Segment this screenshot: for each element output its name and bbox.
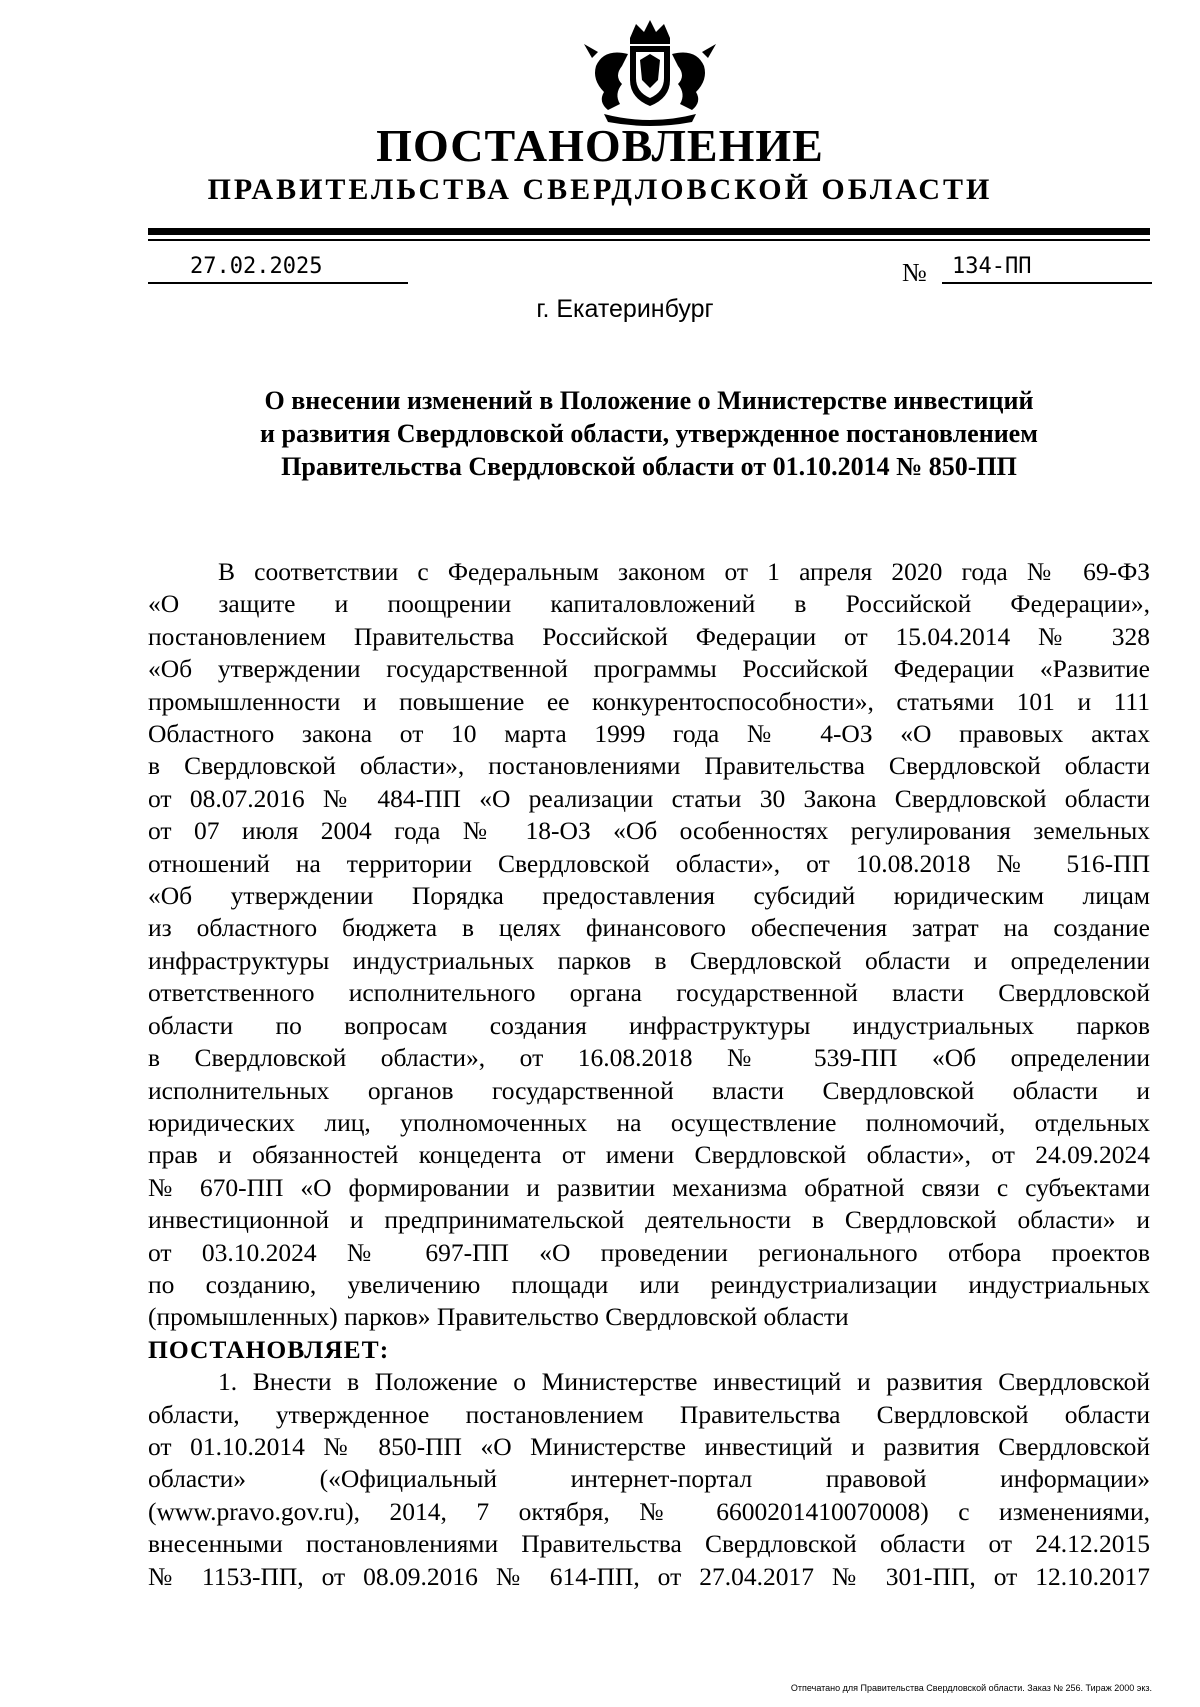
- text-line: исполнительных органов государственной власти Свердловской области и: [148, 1075, 1150, 1105]
- number-sign: №: [902, 258, 927, 287]
- resolve-word: ПОСТАНОВЛЯЕТ:: [148, 1334, 390, 1364]
- text-line: (www.pravo.gov.ru), 2014, 7 октября, № 6600201410070008) с изменениями,: [148, 1496, 1150, 1526]
- text-line: постановлением Правительства Российской Федерации от 15.04.2014 № 328: [148, 621, 1150, 651]
- document-title: [148, 384, 1150, 483]
- text-line: «Об утверждении государственной программы Российской Федерации «Развитие: [148, 654, 1150, 684]
- document-city: г. Екатеринбург: [536, 295, 714, 323]
- text-line: «О защите и поощрении капиталовложений в Российской Федерации»,: [148, 589, 1150, 619]
- text-line: 1. Внести в Положение о Министерстве инвестиций и развития Свердловской: [218, 1367, 1150, 1397]
- header-divider-thick: [148, 228, 1150, 235]
- title-line: О внесении изменений в Положение о Министерстве инвестиций: [264, 386, 1034, 415]
- document-type-heading: ПОСТАНОВЛЕНИЕ: [376, 120, 824, 171]
- text-line: в Свердловской области», от 16.08.2018 № 539-ПП «Об определении: [148, 1043, 1150, 1073]
- text-line: прав и обязанностей концедента от имени Свердловской области», от 24.09.2024: [148, 1140, 1150, 1170]
- title-line: Правительства Свердловской области от 01.10.2014 № 850-ПП: [281, 452, 1017, 481]
- text-line: от 01.10.2014 № 850-ПП «О Министерстве инвестиций и развития Свердловской: [148, 1431, 1150, 1461]
- text-line: В соответствии с Федеральным законом от 1 апреля 2020 года № 69-ФЗ: [218, 557, 1150, 586]
- text-line: области по вопросам создания инфраструктуры индустриальных парков: [148, 1010, 1150, 1040]
- text-line: по созданию, увеличению площади или реиндустриализации индустриальных: [148, 1269, 1150, 1299]
- text-line: № 1153-ПП, от 08.09.2016 № 614-ПП, от 27.04.2017 № 301-ПП, от 12.10.2017: [148, 1561, 1150, 1591]
- text-line: № 670-ПП «О формировании и развитии механизма обратной связи с субъектами: [148, 1172, 1150, 1202]
- text-line: от 03.10.2024 № 697-ПП «О проведении регионального отбора проектов: [148, 1237, 1150, 1267]
- document-number: 134-ПП: [942, 252, 1152, 284]
- text-line: (промышленных) парков» Правительство Свердловской области: [148, 1302, 849, 1332]
- issuer-heading: ПРАВИТЕЛЬСТВА СВЕРДЛОВСКОЙ ОБЛАСТИ: [207, 173, 993, 206]
- text-line: из областного бюджета в целях финансового обеспечения затрат на создание: [148, 913, 1150, 943]
- print-footer: Отпечатано для Правительства Свердловской области. Заказ № 256. Тираж 2000 экз.: [790, 1683, 1152, 1693]
- text-line: юридических лиц, уполномоченных на осуществление полномочий, отдельных: [148, 1107, 1150, 1137]
- header-divider-thin: [148, 239, 1150, 241]
- resolve-paragraph: [148, 1334, 1150, 1366]
- coat-of-arms-icon: [574, 18, 726, 128]
- text-line: Областного закона от 10 марта 1999 года № 4-ОЗ «О правовых актах: [148, 719, 1150, 749]
- preamble-paragraph: [148, 556, 1150, 1334]
- text-line: промышленности и повышение ее конкурентоспособности», статьями 101 и 111: [148, 686, 1150, 716]
- text-line: в Свердловской области», постановлениями Правительства Свердловской области: [148, 751, 1150, 781]
- title-line: и развития Свердловской области, утвержденное постановлением: [260, 419, 1038, 448]
- document-body: [148, 556, 1150, 1593]
- text-line: ответственного исполнительного органа государственной власти Свердловской: [148, 978, 1150, 1008]
- text-line: области, утвержденное постановлением Правительства Свердловской области: [148, 1399, 1150, 1429]
- text-line: области» («Официальный интернет-портал правовой информации»: [148, 1464, 1150, 1494]
- text-line: от 07 июля 2004 года № 18-ОЗ «Об особенностях регулирования земельных: [148, 816, 1150, 846]
- document-date: 27.02.2025: [148, 252, 408, 284]
- item-1-paragraph: [148, 1366, 1150, 1593]
- text-line: «Об утверждении Порядка предоставления субсидий юридическим лицам: [148, 881, 1150, 911]
- text-line: отношений на территории Свердловской области», от 10.08.2018 № 516-ПП: [148, 848, 1150, 878]
- text-line: инвестиционной и предпринимательской деятельности в Свердловской области» и: [148, 1205, 1150, 1235]
- text-line: инфраструктуры индустриальных парков в Свердловской области и определении: [148, 945, 1150, 975]
- text-line: от 08.07.2016 № 484-ПП «О реализации статьи 30 Закона Свердловской области: [148, 783, 1150, 813]
- text-line: внесенными постановлениями Правительства Свердловской области от 24.12.2015: [148, 1529, 1150, 1559]
